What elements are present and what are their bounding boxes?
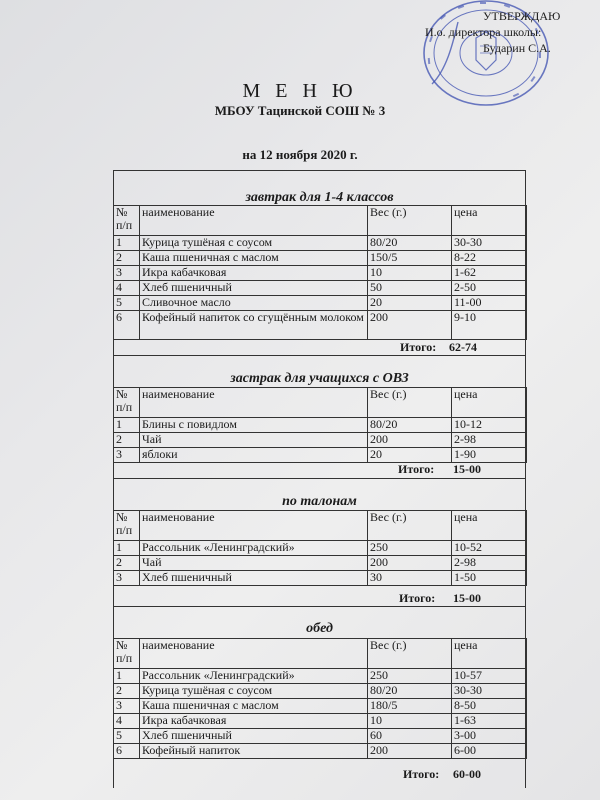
table-row [114,266,527,281]
column-header-price: цена [452,206,527,236]
row-num: 4 [114,281,140,296]
row-num: 3 [114,571,140,586]
row-price: 8-22 [452,251,527,266]
column-header-num: № п/п [114,639,140,669]
row-name: Икра кабачковая [140,714,368,729]
row-num: 2 [114,433,140,448]
row-weight: 180/5 [368,699,452,714]
column-header-price: цена [452,511,527,541]
total-value: 60-00 [453,767,481,781]
section-divider [113,606,526,607]
row-weight: 150/5 [368,251,452,266]
row-num: 1 [114,236,140,251]
row-num: 2 [114,684,140,699]
row-num: 5 [114,729,140,744]
row-name: Хлеб пшеничный [140,571,368,586]
table-header-row [114,639,527,669]
column-header-num: № п/п [114,206,140,236]
row-weight: 80/20 [368,236,452,251]
table-header-row [114,388,527,418]
table-row [114,311,527,340]
row-name: Хлеб пшеничный [140,281,368,296]
row-weight: 10 [368,266,452,281]
column-header-num: № п/п [114,511,140,541]
row-weight: 20 [368,296,452,311]
section-title: обед [306,621,333,636]
menu-date: на 12 ноября 2020 г. [242,147,358,162]
approval-title: УТВЕРЖДАЮ [483,9,561,23]
row-num: 3 [114,699,140,714]
table-row [114,281,527,296]
row-price: 1-63 [452,714,527,729]
row-num: 2 [114,556,140,571]
row-weight: 250 [368,541,452,556]
column-header-price: цена [452,388,527,418]
column-header-name: наименование [140,388,368,418]
column-header-name: наименование [140,206,368,236]
row-price: 1-62 [452,266,527,281]
row-price: 10-12 [452,418,527,433]
column-header-price: цена [452,639,527,669]
row-name: Кофейный напиток со сгущённым молоком [140,311,368,340]
approval-signatory: Бударин С.А. [483,41,551,55]
menu-table [113,638,527,759]
table-row [114,541,527,556]
row-name: Блины с повидлом [140,418,368,433]
table-row [114,714,527,729]
row-price: 3-00 [452,729,527,744]
column-header-weight: Вес (г.) [368,639,452,669]
total-value: 15-00 [453,591,481,605]
row-price: 8-50 [452,699,527,714]
section-divider [113,355,526,356]
menu-title: М Е Н Ю [242,80,358,102]
menu-table [113,510,527,586]
table-row [114,699,527,714]
menu-table [113,205,527,340]
row-weight: 60 [368,729,452,744]
column-header-name: наименование [140,511,368,541]
row-name: яблоки [140,448,368,463]
row-price: 2-50 [452,281,527,296]
row-weight: 200 [368,311,452,340]
table-header-row [114,511,527,541]
row-num: 4 [114,714,140,729]
row-name: Каша пшеничная с маслом [140,251,368,266]
total-value: 15-00 [453,462,481,476]
row-num: 3 [114,266,140,281]
row-price: 1-50 [452,571,527,586]
row-name: Чай [140,556,368,571]
row-weight: 80/20 [368,684,452,699]
row-price: 6-00 [452,744,527,759]
row-weight: 200 [368,744,452,759]
row-num: 1 [114,418,140,433]
row-name: Хлеб пшеничный [140,729,368,744]
row-name: Рассольник «Ленинградский» [140,669,368,684]
row-num: 2 [114,251,140,266]
table-row [114,296,527,311]
row-price: 30-30 [452,684,527,699]
row-name: Чай [140,433,368,448]
row-price: 2-98 [452,556,527,571]
row-name: Сливочное масло [140,296,368,311]
table-row [114,744,527,759]
row-num: 6 [114,744,140,759]
table-row [114,251,527,266]
section-title: по талонам [282,494,357,509]
total-label: Итого: [399,591,436,605]
row-name: Курица тушёная с соусом [140,684,368,699]
approval-block [425,8,585,68]
row-price: 11-00 [452,296,527,311]
column-header-num: № п/п [114,388,140,418]
row-name: Икра кабачковая [140,266,368,281]
menu-table [113,387,527,463]
row-weight: 250 [368,669,452,684]
row-name: Рассольник «Ленинградский» [140,541,368,556]
row-weight: 30 [368,571,452,586]
table-row [114,448,527,463]
section-title: застрак для учащихся с ОВЗ [230,371,409,386]
total-value: 62-74 [449,340,477,354]
row-num: 5 [114,296,140,311]
table-row [114,729,527,744]
column-header-weight: Вес (г.) [368,388,452,418]
row-weight: 80/20 [368,418,452,433]
section-divider [113,478,526,479]
column-header-name: наименование [140,639,368,669]
table-row [114,556,527,571]
row-price: 9-10 [452,311,527,340]
row-name: Кофейный напиток [140,744,368,759]
row-num: 3 [114,448,140,463]
table-row [114,669,527,684]
row-price: 30-30 [452,236,527,251]
column-header-weight: Вес (г.) [368,511,452,541]
total-label: Итого: [398,462,435,476]
table-row [114,571,527,586]
table-row [114,236,527,251]
row-num: 1 [114,669,140,684]
row-weight: 20 [368,448,452,463]
table-row [114,433,527,448]
table-row [114,684,527,699]
column-header-weight: Вес (г.) [368,206,452,236]
row-num: 1 [114,541,140,556]
row-weight: 10 [368,714,452,729]
row-price: 10-57 [452,669,527,684]
total-label: Итого: [403,767,440,781]
row-weight: 50 [368,281,452,296]
school-name: МБОУ Тацинской СОШ № 3 [214,103,386,118]
total-label: Итого: [400,340,437,354]
table-row [114,418,527,433]
section-title: завтрак для 1-4 классов [245,190,394,205]
table-header-row [114,206,527,236]
row-weight: 200 [368,556,452,571]
row-price: 1-90 [452,448,527,463]
row-name: Каша пшеничная с маслом [140,699,368,714]
row-num: 6 [114,311,140,340]
row-price: 2-98 [452,433,527,448]
row-price: 10-52 [452,541,527,556]
row-weight: 200 [368,433,452,448]
row-name: Курица тушёная с соусом [140,236,368,251]
approval-position: И.о. директора школы: [425,25,542,39]
